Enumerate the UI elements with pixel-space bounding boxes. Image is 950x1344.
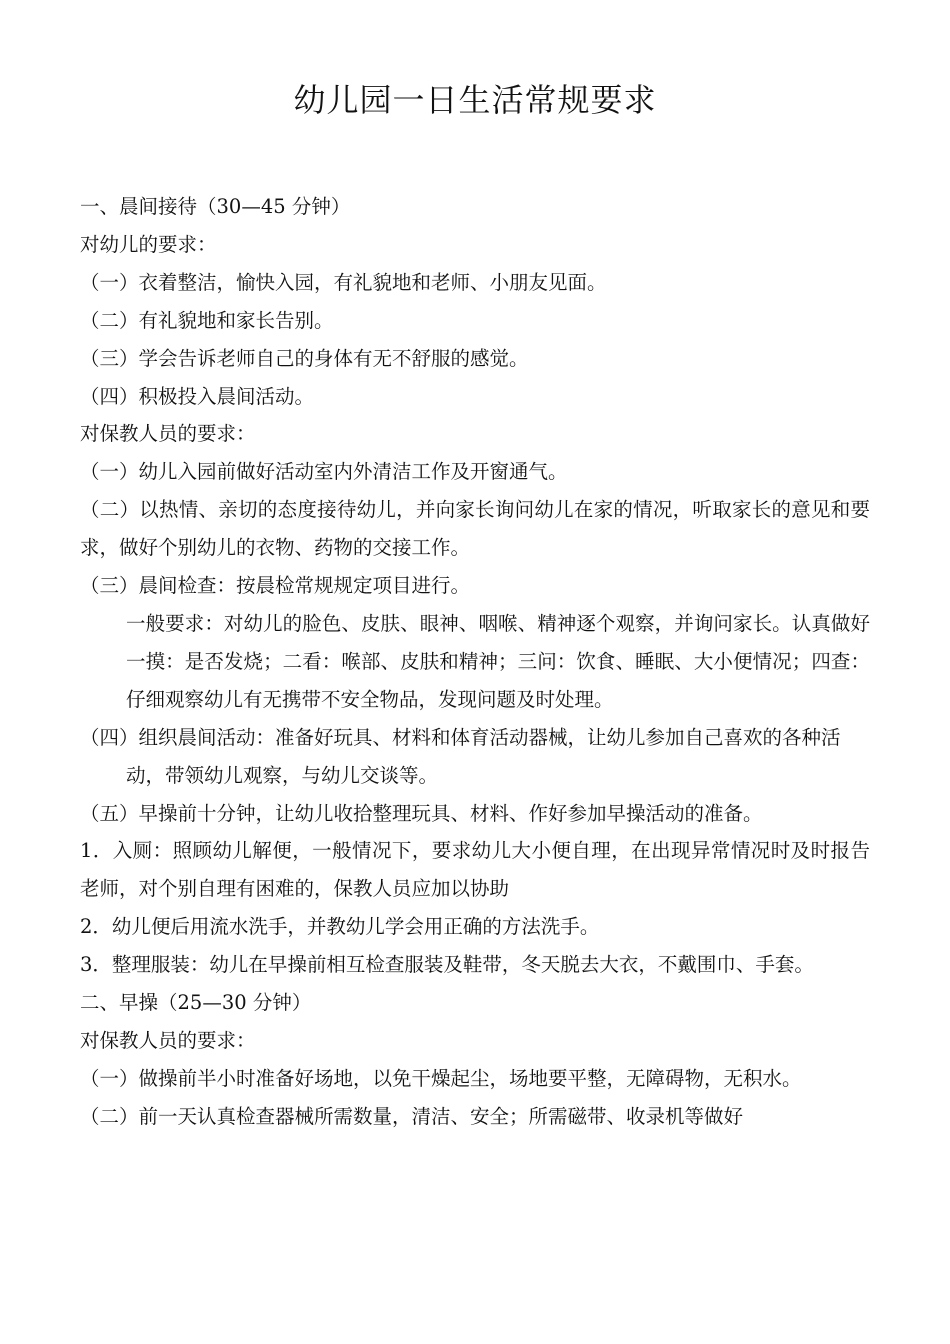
paragraph-hanging: （四）组织晨间活动：准备好玩具、材料和体育活动器械，让幼儿参加自己喜欢的各种活动，带领幼儿观察，与幼儿交谈等。: [80, 725, 841, 787]
paragraph: （五）早操前十分钟，让幼儿收拾整理玩具、材料、作好参加早操活动的准备。: [80, 801, 763, 825]
section-heading-morning-exercise: 二、早操（25—30 分钟）: [80, 991, 312, 1015]
subheading-staff-requirements: 对保教人员的要求：: [80, 422, 256, 446]
paragraph: （一）衣着整洁，愉快入园，有礼貌地和老师、小朋友见面。: [80, 270, 607, 294]
paragraph: （一）幼儿入园前做好活动室内外清洁工作及开窗通气。: [80, 460, 568, 484]
paragraph: （一）做操前半小时准备好场地，以免干燥起尘，场地要平整，无障碍物，无积水。: [80, 1066, 802, 1090]
paragraph: （四）积极投入晨间活动。: [80, 384, 315, 408]
document-body: [80, 188, 870, 1136]
paragraph: （二）以热情、亲切的态度接待幼儿，并向家长询问幼儿在家的情况，听取家长的意见和要求，做好个别幼儿的衣物、药物的交接工作。: [80, 498, 870, 560]
paragraph: （二）前一天认真检查器械所需数量，清洁、安全；所需磁带、收录机等做好: [80, 1104, 744, 1128]
paragraph-indented: 一般要求：对幼儿的脸色、皮肤、眼神、咽喉、精神逐个观察，并询问家长。认真做好一摸：是否发烧；二看：喉部、皮肤和精神；三问：饮食、睡眠、大小便情况；四查：仔细观察幼儿有无携带不安全物品，发现问题及时处理。: [126, 611, 870, 711]
numbered-item: 3．整理服装：幼儿在早操前相互检查服装及鞋带，冬天脱去大衣，不戴围巾、手套。: [80, 953, 814, 977]
numbered-item: 1．入厕：照顾幼儿解便，一般情况下，要求幼儿大小便自理，在出现异常情况时及时报告老师，对个别自理有困难的，保教人员应加以协助: [80, 839, 870, 901]
section-heading-morning-reception: 一、晨间接待（30—45 分钟）: [80, 195, 351, 218]
subheading-child-requirements: 对幼儿的要求：: [80, 232, 217, 256]
subheading-staff-requirements: 对保教人员的要求：: [80, 1028, 256, 1052]
paragraph: （三）晨间检查：按晨检常规规定项目进行。: [80, 574, 471, 598]
paragraph: （三）学会告诉老师自己的身体有无不舒服的感觉。: [80, 346, 529, 370]
numbered-item: 2．幼儿便后用流水洗手，并教幼儿学会用正确的方法洗手。: [80, 915, 600, 939]
paragraph: （二）有礼貌地和家长告别。: [80, 308, 334, 332]
document-title: 幼儿园一日生活常规要求: [293, 81, 657, 119]
